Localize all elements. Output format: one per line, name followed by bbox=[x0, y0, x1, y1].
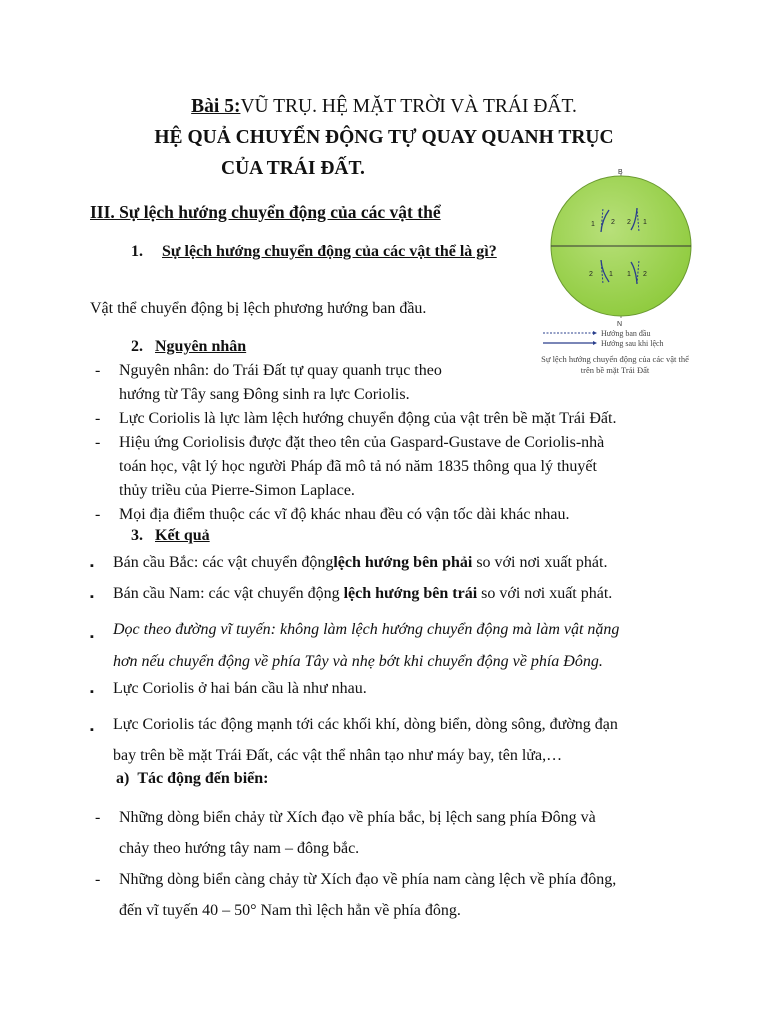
cause-line: Mọi địa điểm thuộc các vĩ độ khác nhau đều có vận tốc dài khác nhau. bbox=[119, 506, 570, 523]
cause-item bbox=[95, 407, 755, 431]
figure-caption-line2: trên bề mặt Trái Đất bbox=[580, 365, 650, 375]
definition-text: Vật thể chuyển động bị lệch phương hướng ban đầu. bbox=[90, 300, 427, 317]
result-item bbox=[90, 614, 760, 678]
subheading-2-number: 2. bbox=[131, 338, 143, 355]
figure-legend bbox=[525, 328, 705, 352]
dash-marker: - bbox=[95, 506, 101, 523]
sea-item bbox=[95, 864, 765, 926]
arrow-number: 1 bbox=[591, 221, 595, 228]
bullet-marker: ▪ bbox=[90, 560, 94, 572]
result-line: Dọc theo đường vĩ tuyến: không làm lệch hướng chuyển động mà làm vật nặng bbox=[113, 621, 620, 638]
lesson-subtitle-line2: CỦA TRÁI ĐẤT. bbox=[221, 158, 365, 179]
arrow-number: 1 bbox=[609, 271, 613, 278]
cause-line: Lực Coriolis là lực làm lệch hướng chuyển động của vật trên bề mặt Trái Đất. bbox=[119, 410, 617, 427]
sea-line: chảy theo hướng tây nam – đông bắc. bbox=[119, 840, 360, 857]
cause-line: thủy triều của Pierre-Simon Laplace. bbox=[119, 482, 355, 499]
north-pole-label: B bbox=[618, 169, 623, 176]
bullet-marker: ▪ bbox=[90, 631, 94, 643]
subheading-3-number: 3. bbox=[131, 527, 143, 544]
legend-deflected-label: Hướng sau khi lệch bbox=[601, 339, 664, 348]
dash-marker: - bbox=[95, 809, 101, 826]
result-emphasis: lệch hướng bên trái bbox=[343, 585, 478, 602]
result-text: Lực Coriolis ở hai bán cầu là như nhau. bbox=[113, 680, 367, 697]
arrow-number: 2 bbox=[589, 271, 593, 278]
result-line: bay trên bề mặt Trái Đất, các vật thể nhân tạo như máy bay, tên lửa,… bbox=[113, 747, 563, 764]
result-line: hơn nếu chuyển động về phía Tây và nhẹ bớt khi chuyển động về phía Đông. bbox=[113, 653, 603, 670]
dash-marker: - bbox=[95, 362, 101, 379]
section-heading: III. Sự lệch hướng chuyển động của các vật thể bbox=[90, 202, 441, 222]
arrow-number: 2 bbox=[643, 271, 647, 278]
lesson-title-line1 bbox=[0, 96, 768, 118]
bullet-marker: ▪ bbox=[90, 591, 94, 603]
lesson-number: Bài 5: bbox=[191, 96, 241, 117]
bullet-marker: ▪ bbox=[90, 724, 94, 736]
south-pole-label: N bbox=[617, 321, 623, 328]
arrow-number: 2 bbox=[627, 219, 631, 226]
result-item bbox=[90, 582, 760, 606]
cause-line: toán học, vật lý học người Pháp đã mô tả nó năm 1835 thông qua lý thuyết bbox=[119, 458, 597, 475]
dash-marker: - bbox=[95, 434, 101, 451]
subheading-2 bbox=[131, 338, 246, 356]
cause-line: Nguyên nhân: do Trái Đất tự quay quanh trục theo bbox=[119, 362, 442, 379]
bullet-marker: ▪ bbox=[90, 686, 94, 698]
lesson-subtitle-line1: HỆ QUẢ CHUYỂN ĐỘNG TỰ QUAY QUANH TRỤC bbox=[154, 127, 614, 148]
result-item bbox=[90, 677, 760, 701]
sea-line: Những dòng biển càng chảy từ Xích đạo về phía nam càng lệch về phía đông, bbox=[119, 871, 617, 888]
result-item bbox=[90, 551, 760, 575]
result-item bbox=[90, 709, 760, 771]
figure-caption-line1: Sự lệch hướng chuyển động của các vật thể bbox=[541, 354, 689, 364]
sea-item bbox=[95, 802, 765, 864]
result-line: Lực Coriolis tác động mạnh tới các khối khí, dòng biển, dòng sông, đường đạn bbox=[113, 716, 618, 733]
result-emphasis: lệch hướng bên phải bbox=[333, 554, 473, 571]
cause-item bbox=[95, 431, 755, 503]
subheading-a-number: a) bbox=[116, 770, 130, 787]
cause-line: hướng từ Tây sang Đông sinh ra lực Coriolis. bbox=[119, 386, 410, 403]
result-text: Bán cầu Nam: các vật chuyển động bbox=[113, 585, 344, 602]
arrow-number: 1 bbox=[643, 219, 647, 226]
result-text: Bán cầu Bắc: các vật chuyển động bbox=[113, 554, 334, 571]
coriolis-figure bbox=[525, 168, 705, 378]
subheading-3 bbox=[131, 527, 210, 545]
arrow-number: 2 bbox=[611, 219, 615, 226]
subheading-a-text: Tác động đến biển: bbox=[137, 770, 269, 787]
result-text: so với nơi xuất phát. bbox=[472, 554, 608, 571]
sea-line: đến vĩ tuyến 40 – 50° Nam thì lệch hẳn về phía đông. bbox=[119, 902, 461, 919]
arrow-number: 1 bbox=[627, 271, 631, 278]
globe-diagram bbox=[525, 168, 705, 328]
lesson-title-text: VŨ TRỤ. HỆ MẶT TRỜI VÀ TRÁI ĐẤT. bbox=[240, 96, 577, 117]
subheading-1-text: Sự lệch hướng chuyển động của các vật thể là gì? bbox=[162, 243, 497, 260]
legend-initial-label: Hướng ban đầu bbox=[601, 329, 651, 338]
cause-item bbox=[95, 503, 755, 527]
subheading-3-text: Kết quả bbox=[155, 527, 210, 544]
sea-line: Những dòng biển chảy từ Xích đạo về phía bắc, bị lệch sang phía Đông và bbox=[119, 809, 596, 826]
subheading-1 bbox=[131, 240, 511, 263]
subheading-a bbox=[116, 770, 268, 788]
result-text: so với nơi xuất phát. bbox=[477, 585, 613, 602]
subheading-2-text: Nguyên nhân bbox=[155, 338, 247, 355]
dash-marker: - bbox=[95, 410, 101, 427]
subheading-1-number: 1. bbox=[131, 243, 143, 260]
dash-marker: - bbox=[95, 871, 101, 888]
cause-line: Hiệu ứng Coriolisis được đặt theo tên của Gaspard-Gustave de Coriolis-nhà bbox=[119, 434, 605, 451]
